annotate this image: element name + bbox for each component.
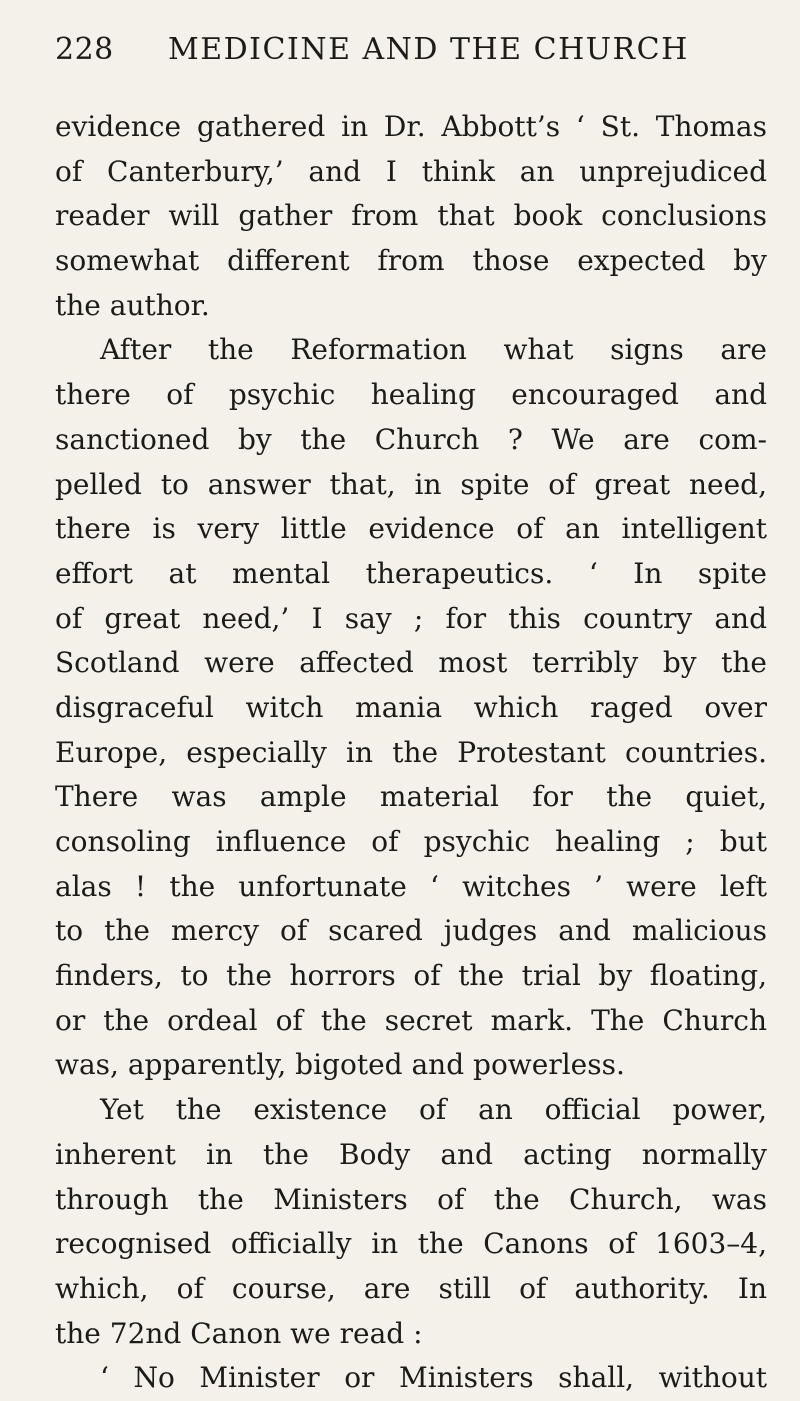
text-line: effort at mental therapeutics. ‘ In spite bbox=[55, 556, 767, 590]
text-line: disgraceful witch mania which raged over bbox=[55, 690, 767, 724]
text-line: the author. bbox=[55, 288, 210, 322]
text-line: recognised officially in the Canons of 1603–4, bbox=[55, 1227, 767, 1261]
text-line: through the Ministers of the Church, was bbox=[55, 1182, 767, 1216]
body-text bbox=[55, 105, 767, 1401]
text-line: evidence gathered in Dr. Abbott’s ‘ St. Thomas bbox=[55, 110, 767, 143]
text-line: finders, to the horrors of the trial by floating, bbox=[55, 959, 767, 993]
text-line: of Canterbury,’ and I think an unprejudiced bbox=[55, 154, 767, 188]
text-line: After the Reformation what signs are bbox=[100, 333, 767, 367]
text-line: or the ordeal of the secret mark. The Church bbox=[55, 1003, 767, 1037]
text-line: pelled to answer that, in spite of great need, bbox=[55, 467, 767, 501]
text-line: reader will gather from that book conclusions bbox=[55, 199, 767, 233]
text-line: Europe, especially in the Protestant countries. bbox=[55, 735, 767, 769]
text-line: There was ample material for the quiet, bbox=[55, 780, 767, 814]
text-line: there is very little evidence of an intelligent bbox=[55, 512, 767, 546]
text-line: inherent in the Body and acting normally bbox=[55, 1137, 767, 1171]
text-line: Yet the existence of an official power, bbox=[100, 1093, 767, 1127]
text-line: to the mercy of scared judges and malicious bbox=[55, 914, 767, 948]
text-line: there of psychic healing encouraged and bbox=[55, 378, 767, 412]
page-number: 228 bbox=[55, 32, 114, 67]
text-line: which, of course, are still of authority. In bbox=[55, 1271, 767, 1305]
text-line: the 72nd Canon we read : bbox=[55, 1316, 423, 1350]
text-line: sanctioned by the Church ? We are com- bbox=[55, 422, 767, 456]
text-line: consoling influence of psychic healing ; but bbox=[55, 825, 767, 858]
text-line: ‘ No Minister or Ministers shall, without bbox=[100, 1361, 767, 1395]
text-line: was, apparently, bigoted and powerless. bbox=[55, 1048, 625, 1082]
text-line: alas ! the unfortunate ‘ witches ’ were left bbox=[55, 869, 767, 903]
text-line: Scotland were affected most terribly by the bbox=[55, 646, 767, 680]
running-head bbox=[55, 32, 745, 72]
running-title: MEDICINE AND THE CHURCH bbox=[168, 32, 689, 67]
text-line: of great need,’ I say ; for this country and bbox=[55, 601, 767, 635]
text-line: somewhat different from those expected by bbox=[55, 244, 767, 278]
